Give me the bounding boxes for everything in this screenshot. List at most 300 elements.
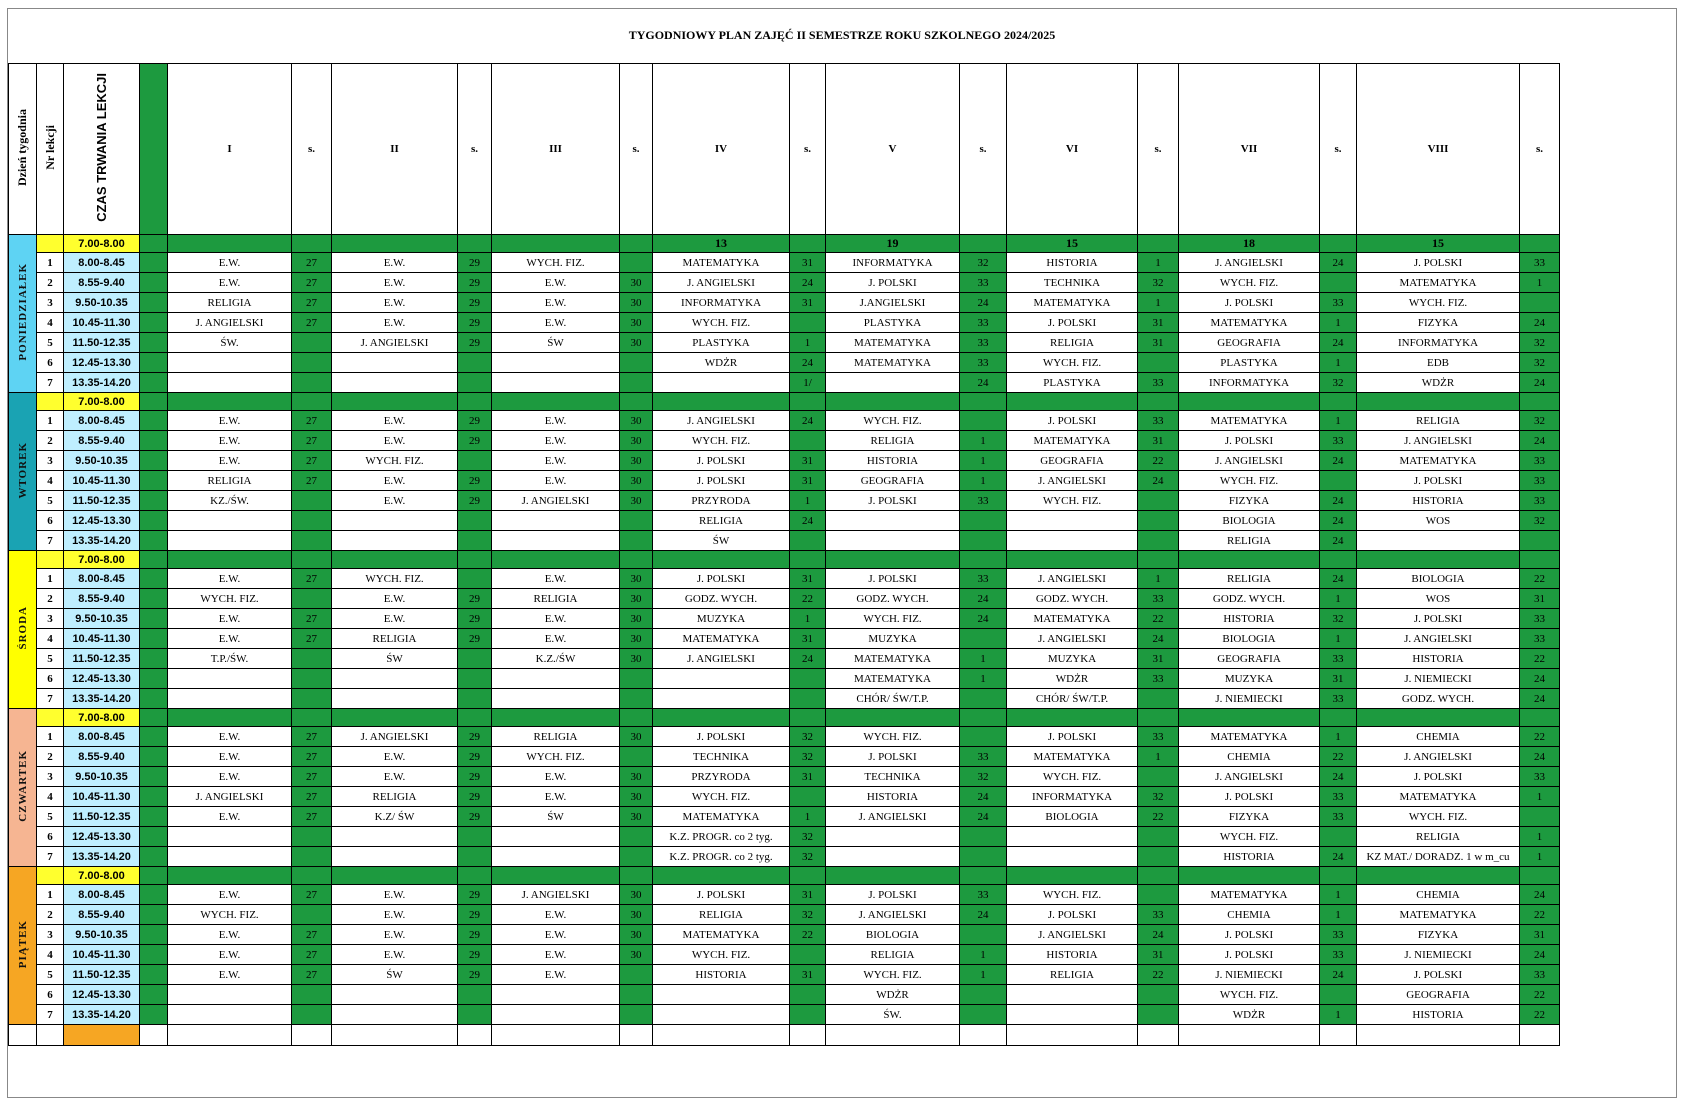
room-cell xyxy=(960,867,1007,885)
lesson-time: 10.45-11.30 xyxy=(64,313,140,333)
subject-cell: J. POLSKI xyxy=(1179,293,1320,313)
spacer-cell xyxy=(140,293,168,313)
subject-cell xyxy=(168,353,292,373)
lesson-number: 7 xyxy=(37,847,64,867)
zero-hour-value: 15 xyxy=(1007,235,1138,253)
zero-hour-value xyxy=(332,867,458,885)
subject-cell: HISTORIA xyxy=(826,787,960,807)
room-cell: 1 xyxy=(1320,905,1357,925)
subject-cell: CHEMIA xyxy=(1179,905,1320,925)
room-cell xyxy=(960,531,1007,551)
subject-cell: J. NIEMIECKI xyxy=(1357,669,1520,689)
spacer-cell xyxy=(140,235,168,253)
lesson-number: 2 xyxy=(37,431,64,451)
room-cell xyxy=(1138,827,1179,847)
room-cell: 29 xyxy=(458,333,492,353)
room-cell xyxy=(790,313,826,333)
zero-hour-value xyxy=(332,235,458,253)
spacer-cell xyxy=(140,669,168,689)
room-cell: 1 xyxy=(1320,885,1357,905)
subject-cell xyxy=(1007,1005,1138,1025)
subject-cell: J. ANGIELSKI xyxy=(826,905,960,925)
room-cell xyxy=(620,747,653,767)
day-label-2: ŚRODA xyxy=(9,551,37,709)
subject-cell: J. POLSKI xyxy=(1007,411,1138,431)
lesson-time: 7.00-8.00 xyxy=(64,867,140,885)
subject-cell: J. POLSKI xyxy=(826,491,960,511)
room-cell: 31 xyxy=(790,253,826,273)
spacer-cell xyxy=(140,609,168,629)
subject-cell: WYCH. FIZ. xyxy=(653,945,790,965)
room-cell: 32 xyxy=(1520,511,1560,531)
room-cell xyxy=(620,669,653,689)
room-cell: 29 xyxy=(458,629,492,649)
room-cell xyxy=(292,373,332,393)
room-cell xyxy=(1138,551,1179,569)
room-cell: 33 xyxy=(1520,253,1560,273)
zero-hour-row xyxy=(9,551,1560,569)
room-cell: 22 xyxy=(1138,965,1179,985)
subject-cell: RELIGIA xyxy=(1357,827,1520,847)
subject-cell xyxy=(1357,531,1520,551)
room-cell: 30 xyxy=(620,767,653,787)
lesson-row xyxy=(9,847,1560,867)
room-cell: 24 xyxy=(1320,965,1357,985)
room-cell: 27 xyxy=(292,609,332,629)
lesson-time: 12.45-13.30 xyxy=(64,669,140,689)
subject-cell: E.W. xyxy=(332,273,458,293)
room-cell: 31 xyxy=(790,767,826,787)
lesson-number: 5 xyxy=(37,807,64,827)
zero-hour-value xyxy=(168,709,292,727)
lesson-number: 6 xyxy=(37,669,64,689)
zero-hour-value xyxy=(492,235,620,253)
zero-hour-value xyxy=(653,393,790,411)
subject-cell: J. ANGIELSKI xyxy=(492,885,620,905)
subject-cell xyxy=(332,669,458,689)
subject-cell xyxy=(168,689,292,709)
lesson-time: 8.00-8.45 xyxy=(64,411,140,431)
subject-cell: E.W. xyxy=(492,411,620,431)
class-header-4: IV xyxy=(653,64,790,235)
subject-cell: MUZYKA xyxy=(1007,649,1138,669)
footer-cell xyxy=(292,1025,332,1046)
subject-cell xyxy=(332,373,458,393)
spacer-cell xyxy=(140,353,168,373)
room-cell: 1 xyxy=(1320,1005,1357,1025)
header-spacer xyxy=(140,64,168,235)
zero-hour-value: 18 xyxy=(1179,235,1320,253)
zero-hour-value xyxy=(826,709,960,727)
subject-cell xyxy=(492,847,620,867)
room-cell xyxy=(620,531,653,551)
subject-cell: MUZYKA xyxy=(1179,669,1320,689)
room-header: s. xyxy=(960,64,1007,235)
subject-cell: MATEMATYKA xyxy=(826,669,960,689)
spacer-cell xyxy=(140,925,168,945)
room-cell: 32 xyxy=(1138,273,1179,293)
room-cell: 1 xyxy=(960,451,1007,471)
room-cell: 24 xyxy=(790,649,826,669)
room-cell: 30 xyxy=(620,431,653,451)
room-cell xyxy=(1520,393,1560,411)
subject-cell: WYCH. FIZ. xyxy=(1007,885,1138,905)
lesson-number xyxy=(37,393,64,411)
subject-cell xyxy=(332,985,458,1005)
room-cell xyxy=(790,531,826,551)
subject-cell: MUZYKA xyxy=(826,629,960,649)
spacer-cell xyxy=(140,787,168,807)
room-cell xyxy=(790,235,826,253)
room-cell xyxy=(620,847,653,867)
room-cell: 1 xyxy=(790,491,826,511)
zero-hour-value xyxy=(1007,867,1138,885)
room-cell xyxy=(1138,985,1179,1005)
lesson-number: 1 xyxy=(37,885,64,905)
room-cell: 30 xyxy=(620,411,653,431)
room-cell: 22 xyxy=(790,925,826,945)
subject-cell: WYCH. FIZ. xyxy=(1179,471,1320,491)
subject-cell: ŚW xyxy=(653,531,790,551)
subject-cell: K.Z/ ŚW xyxy=(332,807,458,827)
footer-cell xyxy=(37,1025,64,1046)
subject-cell: HISTORIA xyxy=(1357,649,1520,669)
lesson-number: 3 xyxy=(37,767,64,787)
lesson-time: 11.50-12.35 xyxy=(64,333,140,353)
subject-cell: J. ANGIELSKI xyxy=(1179,451,1320,471)
subject-cell: HISTORIA xyxy=(826,451,960,471)
subject-cell: J. POLSKI xyxy=(1007,727,1138,747)
subject-cell: ŚW xyxy=(332,649,458,669)
room-cell xyxy=(1138,353,1179,373)
room-cell xyxy=(1138,531,1179,551)
room-cell: 24 xyxy=(1320,333,1357,353)
lesson-row xyxy=(9,531,1560,551)
room-cell xyxy=(620,709,653,727)
subject-cell: E.W. xyxy=(492,787,620,807)
room-cell xyxy=(458,531,492,551)
subject-cell: J. NIEMIECKI xyxy=(1357,945,1520,965)
room-cell: 31 xyxy=(1138,945,1179,965)
subject-cell: E.W. xyxy=(492,431,620,451)
room-cell: 30 xyxy=(620,945,653,965)
room-cell xyxy=(960,985,1007,1005)
subject-cell: RELIGIA xyxy=(826,945,960,965)
room-cell xyxy=(960,847,1007,867)
spacer-cell xyxy=(140,1005,168,1025)
subject-cell: WYCH. FIZ. xyxy=(1007,491,1138,511)
subject-cell: WYCH. FIZ. xyxy=(1007,353,1138,373)
room-cell: 30 xyxy=(620,293,653,313)
subject-cell: ŚW xyxy=(332,965,458,985)
room-cell: 33 xyxy=(960,747,1007,767)
subject-cell: J. ANGIELSKI xyxy=(332,727,458,747)
room-cell xyxy=(960,629,1007,649)
spacer-cell xyxy=(140,807,168,827)
lesson-number: 2 xyxy=(37,273,64,293)
room-cell xyxy=(1138,235,1179,253)
room-cell xyxy=(790,709,826,727)
room-cell xyxy=(458,827,492,847)
subject-cell: MATEMATYKA xyxy=(1007,293,1138,313)
lesson-time: 8.00-8.45 xyxy=(64,569,140,589)
lesson-number: 5 xyxy=(37,965,64,985)
lesson-time: 13.35-14.20 xyxy=(64,847,140,867)
lesson-row xyxy=(9,727,1560,747)
room-cell xyxy=(292,827,332,847)
subject-cell: MATEMATYKA xyxy=(1179,727,1320,747)
zero-hour-value xyxy=(826,393,960,411)
zero-hour-row xyxy=(9,235,1560,253)
room-cell: 29 xyxy=(458,787,492,807)
room-cell: 33 xyxy=(960,491,1007,511)
subject-cell: E.W. xyxy=(332,589,458,609)
room-cell xyxy=(292,491,332,511)
room-cell: 29 xyxy=(458,945,492,965)
room-cell xyxy=(1138,1005,1179,1025)
room-cell: 24 xyxy=(1520,669,1560,689)
subject-cell xyxy=(826,847,960,867)
subject-cell: J. NIEMIECKI xyxy=(1179,965,1320,985)
room-cell xyxy=(458,551,492,569)
room-cell xyxy=(960,551,1007,569)
room-cell xyxy=(1320,551,1357,569)
room-cell: 24 xyxy=(790,511,826,531)
room-cell: 29 xyxy=(458,747,492,767)
zero-hour-value xyxy=(653,709,790,727)
lesson-row xyxy=(9,589,1560,609)
spacer-cell xyxy=(140,727,168,747)
day-label-4: PIĄTEK xyxy=(9,867,37,1025)
lesson-row xyxy=(9,629,1560,649)
subject-cell: GODZ. WYCH. xyxy=(1007,589,1138,609)
room-cell: 27 xyxy=(292,431,332,451)
room-cell: 1 xyxy=(1520,847,1560,867)
subject-cell: WYCH. FIZ. xyxy=(1357,807,1520,827)
room-cell xyxy=(292,709,332,727)
room-cell: 24 xyxy=(1138,471,1179,491)
room-cell: 24 xyxy=(1320,569,1357,589)
subject-cell: WDŻR xyxy=(653,353,790,373)
footer-cell xyxy=(960,1025,1007,1046)
room-cell: 31 xyxy=(790,471,826,491)
lesson-time: 10.45-11.30 xyxy=(64,629,140,649)
lesson-time: 12.45-13.30 xyxy=(64,985,140,1005)
subject-cell: MATEMATYKA xyxy=(1007,747,1138,767)
lesson-time: 8.55-9.40 xyxy=(64,747,140,767)
subject-cell: J. ANGIELSKI xyxy=(1007,471,1138,491)
subject-cell: ŚW. xyxy=(826,1005,960,1025)
lesson-time: 8.55-9.40 xyxy=(64,589,140,609)
room-cell xyxy=(292,511,332,531)
lesson-row xyxy=(9,253,1560,273)
room-cell xyxy=(1138,491,1179,511)
subject-cell xyxy=(492,353,620,373)
lesson-time: 12.45-13.30 xyxy=(64,353,140,373)
subject-cell: J. ANGIELSKI xyxy=(1357,629,1520,649)
room-cell: 33 xyxy=(1320,689,1357,709)
room-cell: 31 xyxy=(1520,589,1560,609)
room-cell: 27 xyxy=(292,925,332,945)
spacer-cell xyxy=(140,689,168,709)
room-cell xyxy=(1138,767,1179,787)
class-header-7: VII xyxy=(1179,64,1320,235)
room-cell: 31 xyxy=(790,885,826,905)
subject-cell: E.W. xyxy=(168,767,292,787)
lesson-number: 3 xyxy=(37,609,64,629)
spacer-cell xyxy=(140,253,168,273)
subject-cell xyxy=(653,373,790,393)
subject-cell xyxy=(492,669,620,689)
room-cell: 1 xyxy=(1138,747,1179,767)
room-cell: 33 xyxy=(960,569,1007,589)
subject-cell xyxy=(1007,847,1138,867)
room-cell xyxy=(458,353,492,373)
subject-cell: J. POLSKI xyxy=(653,569,790,589)
lesson-time: 8.00-8.45 xyxy=(64,727,140,747)
room-cell xyxy=(458,649,492,669)
room-cell: 30 xyxy=(620,471,653,491)
subject-cell xyxy=(653,689,790,709)
room-cell: 24 xyxy=(960,373,1007,393)
room-cell: 29 xyxy=(458,471,492,491)
room-cell: 22 xyxy=(1520,569,1560,589)
zero-hour-value xyxy=(332,551,458,569)
subject-cell xyxy=(332,353,458,373)
room-cell xyxy=(292,589,332,609)
subject-cell: E.W. xyxy=(332,905,458,925)
lesson-time: 7.00-8.00 xyxy=(64,551,140,569)
subject-cell xyxy=(492,531,620,551)
footer-cell xyxy=(1320,1025,1357,1046)
subject-cell xyxy=(492,1005,620,1025)
room-cell xyxy=(960,709,1007,727)
footer-cell xyxy=(458,1025,492,1046)
zero-hour-value xyxy=(492,393,620,411)
lesson-time: 8.00-8.45 xyxy=(64,885,140,905)
room-cell: 1 xyxy=(1520,787,1560,807)
subject-cell: MATEMATYKA xyxy=(653,807,790,827)
room-cell: 30 xyxy=(620,491,653,511)
subject-cell: MATEMATYKA xyxy=(1179,313,1320,333)
subject-cell: WYCH. FIZ. xyxy=(826,609,960,629)
room-cell: 33 xyxy=(1320,807,1357,827)
room-cell: 1 xyxy=(1520,827,1560,847)
room-cell xyxy=(1520,867,1560,885)
subject-cell: WDŻR xyxy=(1007,669,1138,689)
room-cell xyxy=(620,373,653,393)
room-cell: 33 xyxy=(1138,589,1179,609)
spacer-cell xyxy=(140,945,168,965)
lesson-row xyxy=(9,985,1560,1005)
room-cell: 31 xyxy=(790,629,826,649)
footer-cell xyxy=(332,1025,458,1046)
lesson-number: 3 xyxy=(37,451,64,471)
subject-cell: WYCH. FIZ. xyxy=(168,905,292,925)
spacer-cell xyxy=(140,373,168,393)
subject-cell: J. ANGIELSKI xyxy=(653,273,790,293)
zero-hour-value xyxy=(492,867,620,885)
room-cell xyxy=(292,905,332,925)
subject-cell: E.W. xyxy=(332,885,458,905)
lesson-time: 8.55-9.40 xyxy=(64,905,140,925)
spacer-cell xyxy=(140,393,168,411)
subject-cell: E.W. xyxy=(168,451,292,471)
room-cell: 1 xyxy=(1320,589,1357,609)
zero-hour-value xyxy=(1179,393,1320,411)
class-header-5: V xyxy=(826,64,960,235)
subject-cell: BIOLOGIA xyxy=(826,925,960,945)
subject-cell xyxy=(492,985,620,1005)
footer-cell xyxy=(790,1025,826,1046)
subject-cell: E.W. xyxy=(168,727,292,747)
footer-cell xyxy=(1357,1025,1520,1046)
room-cell: 24 xyxy=(1138,629,1179,649)
spacer-cell xyxy=(140,767,168,787)
lesson-row xyxy=(9,431,1560,451)
spacer-cell xyxy=(140,827,168,847)
room-cell xyxy=(458,451,492,471)
footer-cell xyxy=(620,1025,653,1046)
subject-cell: INFORMATYKA xyxy=(1007,787,1138,807)
room-cell: 33 xyxy=(1138,727,1179,747)
room-cell: 31 xyxy=(790,293,826,313)
lesson-row xyxy=(9,945,1560,965)
subject-cell: WYCH. FIZ. xyxy=(826,411,960,431)
zero-hour-value: 19 xyxy=(826,235,960,253)
room-cell: 30 xyxy=(620,569,653,589)
lesson-time: 11.50-12.35 xyxy=(64,965,140,985)
subject-cell: BIOLOGIA xyxy=(1007,807,1138,827)
room-cell: 24 xyxy=(960,589,1007,609)
subject-cell: WYCH. FIZ. xyxy=(1179,273,1320,293)
subject-cell: WYCH. FIZ. xyxy=(653,787,790,807)
subject-cell xyxy=(168,985,292,1005)
lesson-time: 10.45-11.30 xyxy=(64,945,140,965)
room-cell: 27 xyxy=(292,313,332,333)
subject-cell: E.W. xyxy=(168,965,292,985)
lesson-time: 11.50-12.35 xyxy=(64,649,140,669)
subject-cell xyxy=(332,689,458,709)
subject-cell: RELIGIA xyxy=(1179,531,1320,551)
zero-hour-value xyxy=(492,551,620,569)
subject-cell: HISTORIA xyxy=(653,965,790,985)
subject-cell: ŚW. xyxy=(168,333,292,353)
subject-cell xyxy=(1007,985,1138,1005)
subject-cell: E.W. xyxy=(168,431,292,451)
subject-cell: K.Z. PROGR. co 2 tyg. xyxy=(653,827,790,847)
room-cell xyxy=(620,867,653,885)
room-cell: 30 xyxy=(620,313,653,333)
subject-cell: CHÓR/ ŚW/T.P. xyxy=(826,689,960,709)
room-cell: 30 xyxy=(620,333,653,353)
room-cell: 32 xyxy=(1520,333,1560,353)
room-cell xyxy=(458,569,492,589)
room-cell xyxy=(1320,867,1357,885)
spacer-cell xyxy=(140,847,168,867)
room-cell: 27 xyxy=(292,727,332,747)
subject-cell: CHEMIA xyxy=(1357,727,1520,747)
subject-cell: J. ANGIELSKI xyxy=(1357,431,1520,451)
subject-cell: MUZYKA xyxy=(653,609,790,629)
subject-cell: J. POLSKI xyxy=(1007,905,1138,925)
room-cell: 22 xyxy=(790,589,826,609)
zero-hour-value xyxy=(492,709,620,727)
room-cell xyxy=(292,235,332,253)
subject-cell: J. POLSKI xyxy=(653,727,790,747)
lesson-time-header: CZAS TRWANIA LEKCJI xyxy=(64,64,140,235)
room-cell: 1 xyxy=(1138,569,1179,589)
